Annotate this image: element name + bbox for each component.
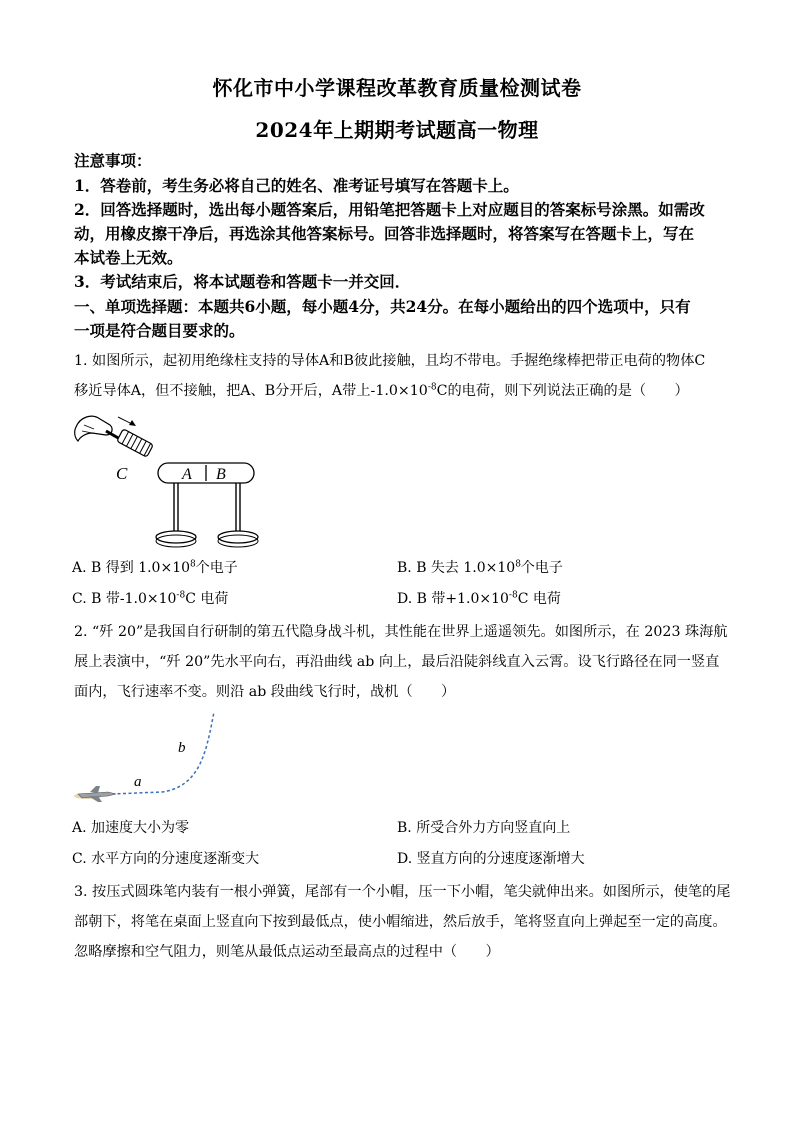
page-subtitle: 2024年上期期考试题高一物理 bbox=[255, 118, 539, 142]
flight-path-figure bbox=[72, 708, 222, 804]
point-a-label: a bbox=[134, 774, 142, 790]
section-heading-line-1: 一、单项选择题：本题共6小题，每小题4分，共24分。在每小题给出的四个选项中，只有 bbox=[74, 297, 691, 316]
question-1-option-a[interactable]: A. B 得到 $1.0\times 10^8$个电子 bbox=[72, 559, 238, 576]
question-1-stem-line-1: 1. 如图所示，起初用绝缘柱支持的导体A和B彼此接触，且均不带电。手握绝缘棒把带正电荷的物体C bbox=[74, 353, 706, 369]
notes-heading: 注意事项： bbox=[74, 151, 152, 170]
point-b-label: b bbox=[178, 740, 186, 756]
label-b: B bbox=[216, 466, 226, 483]
notes-item-1: 1．答卷前，考生务必将自己的姓名、准考证号填写在答题卡上。 bbox=[74, 176, 519, 195]
question-2-option-a[interactable]: A. 加速度大小为零 bbox=[72, 820, 190, 836]
label-c: C bbox=[116, 464, 128, 483]
conductor-figure bbox=[70, 405, 270, 553]
page-title: 怀化市中小学课程改革教育质量检测试卷 bbox=[212, 76, 582, 100]
question-1-option-c[interactable]: C. B 带$-1.0\times 10^{-8}C$ 电荷 bbox=[72, 590, 229, 607]
fighter-jet-icon bbox=[74, 786, 116, 802]
question-3-stem-line-3: 忽略摩擦和空气阻力，则笔从最低点运动至最高点的过程中（ ） bbox=[74, 944, 500, 960]
flight-path-curve bbox=[112, 712, 214, 794]
question-2-option-c[interactable]: C. 水平方向的分速度逐渐变大 bbox=[72, 851, 260, 867]
section-heading-line-2: 一项是符合题目要求的。 bbox=[74, 321, 245, 340]
question-2-stem-line-2: 展上表演中，“歼 20”先水平向右，再沿曲线 ab 向上，最后沿陡斜线直入云霄。设飞行路径在同一竖直 bbox=[74, 654, 720, 670]
question-1-option-d[interactable]: D. B 带$+1.0\times 10^{-8}C$ 电荷 bbox=[397, 590, 561, 607]
question-2-option-d[interactable]: D. 竖直方向的分速度逐渐增大 bbox=[397, 851, 585, 867]
question-2-stem-line-3: 面内，飞行速率不变。则沿 ab 段曲线飞行时，战机（ ） bbox=[74, 684, 456, 700]
notes-item-2-line-2: 动，用橡皮擦干净后，再选涂其他答案标号。回答非选择题时，将答案写在答题卡上，写在 bbox=[74, 224, 695, 243]
question-1-stem-line-2: 移近导体A，但不接触，把A、B分开后，A带上$-1.0\times 10^{-8}C$的电荷，则下列说法正确的是（ ） bbox=[74, 382, 689, 399]
question-3-stem-line-1: 3. 按压式圆珠笔内装有一根小弹簧，尾部有一个小帽，压一下小帽，笔尖就伸出来。如图所示，使笔的尾 bbox=[74, 884, 731, 900]
label-a: A bbox=[182, 466, 192, 483]
question-3-stem-line-2: 部朝下，将笔在桌面上竖直向下按到最低点，使小帽缩进，然后放手，笔将竖直向上弹起至一定的高度。 bbox=[74, 914, 727, 930]
notes-item-2-line-1: 2．回答选择题时，选出每小题答案后，用铅笔把答题卡上对应题目的答案标号涂黑。如需改 bbox=[74, 200, 705, 219]
question-2-option-b[interactable]: B. 所受合外力方向竖直向上 bbox=[397, 820, 571, 836]
question-2-stem-line-1: 2. “歼 20”是我国自行研制的第五代隐身战斗机，其性能在世界上遥遥领先。如图所示，在 2023 珠海航 bbox=[74, 624, 728, 640]
question-1-option-b[interactable]: B. B 失去 $1.0\times 10^8$个电子 bbox=[397, 559, 563, 576]
notes-item-3: 3．考试结束后，将本试题卷和答题卡一并交回． bbox=[74, 272, 411, 291]
charged-object-c bbox=[117, 429, 154, 457]
notes-item-2-line-3: 本试卷上无效。 bbox=[74, 248, 183, 267]
